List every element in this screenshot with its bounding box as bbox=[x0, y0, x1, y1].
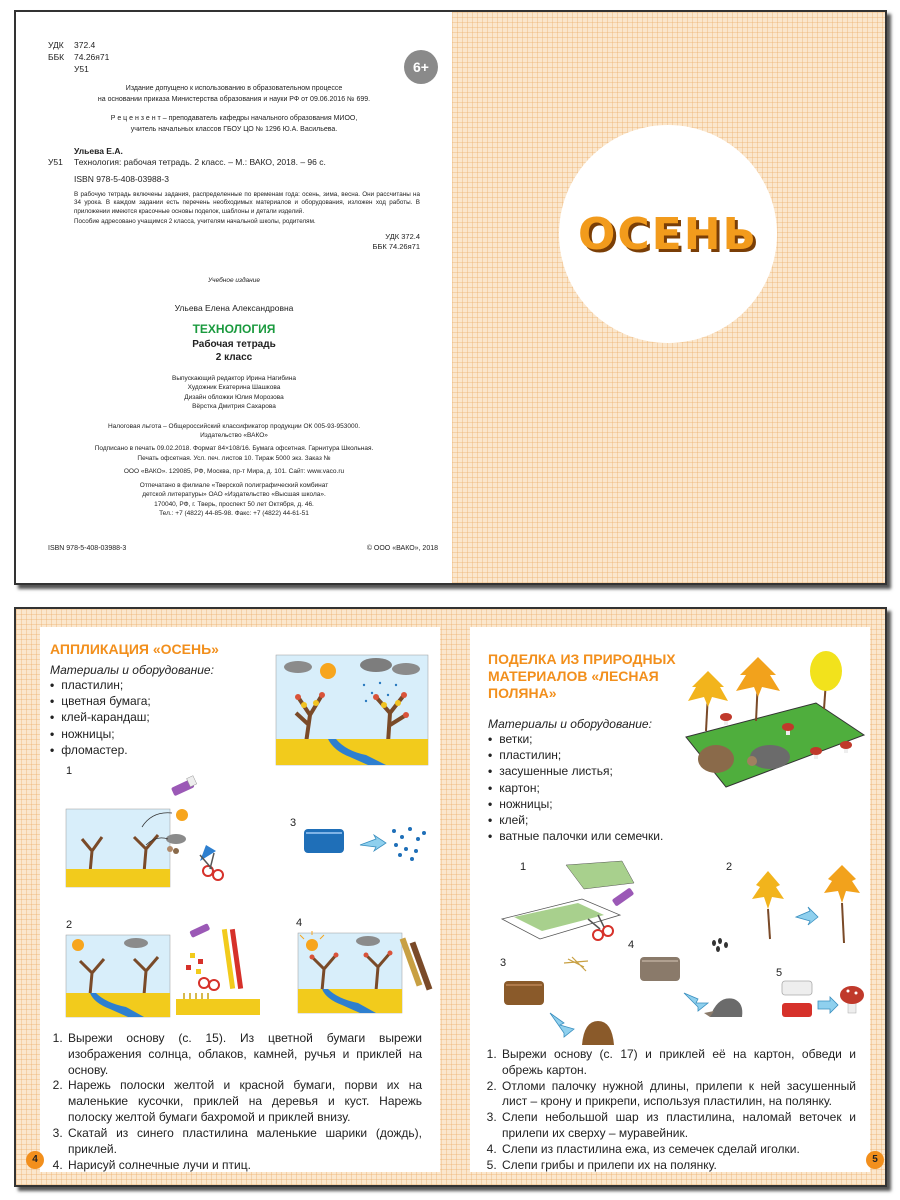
right-title-line-2: МАТЕРИАЛОВ «ЛЕСНАЯ bbox=[488, 667, 659, 684]
right-title-line-1: ПОДЕЛКА ИЗ ПРИРОДНЫХ bbox=[488, 651, 676, 667]
left-step-number-4: 4 bbox=[296, 917, 303, 929]
top-spread bbox=[14, 10, 887, 585]
right-materials-heading: Материалы и оборудование: bbox=[488, 717, 652, 731]
abstract bbox=[48, 191, 420, 226]
anthill-illustration bbox=[498, 953, 638, 1053]
approval-line-1: Издание допущено к использованию в образовательном процессе bbox=[125, 84, 343, 92]
book-line: Технология: рабочая тетрадь. 2 класс. – М.: ВАКО, 2018. – 96 с. bbox=[74, 157, 326, 168]
left-step-number-3: 3 bbox=[290, 817, 297, 829]
abstract-paragraph-1: В рабочую тетрадь включены задания, распределенные по временам года: осень, зима, весна. Они рассчитаны на 34 урока. В каждом задании есть перечень необходимых материалов и оборудования, изложен ход работы. В приложении имеются красочные основы поделок, шаблоны и детали изделий. bbox=[74, 191, 420, 215]
printer-line-2: детской литературы» ОАО «Издательство «Высшая школа». bbox=[142, 491, 326, 499]
instruction-step: 3. Слепи небольшой шар из пластилина, наломай веточек и прилепи их сверху – муравейник. bbox=[500, 1110, 856, 1142]
publisher-short: Издательство «ВАКО» bbox=[200, 432, 268, 440]
right-materials-list bbox=[488, 731, 663, 844]
edition-type: Учебное издание bbox=[208, 276, 260, 284]
material-item: • засушенные листья; bbox=[488, 763, 663, 779]
left-page-title: АППЛИКАЦИЯ «ОСЕНЬ» bbox=[50, 641, 219, 657]
udk-right: УДК 372.4 bbox=[385, 231, 420, 241]
step4-finished-illustration bbox=[298, 933, 402, 1013]
credit-editor: Выпускающий редактор Ирина Нагибина bbox=[172, 374, 296, 382]
material-item: • клей-карандаш; bbox=[50, 709, 151, 725]
forest-clearing-illustration bbox=[666, 651, 866, 791]
isbn-line: ISBN 978-5-408-03988-3 bbox=[74, 174, 169, 185]
printer-line-1: Отпечатано в филиале «Тверской полиграфический комбинат bbox=[139, 481, 329, 489]
maple-leaf-twig-illustration bbox=[740, 859, 868, 949]
credit-artist: Художник Екатерина Шашкова bbox=[187, 384, 281, 392]
right-step-number-4: 4 bbox=[628, 939, 635, 951]
page-number-right: 5 bbox=[866, 1151, 884, 1169]
cover-circle bbox=[559, 125, 777, 343]
approval-line-2: на основании приказа Министерства образования и науки РФ от 09.06.2016 № 699. bbox=[97, 95, 371, 103]
approval-note bbox=[48, 84, 420, 104]
bbk-label: ББК bbox=[48, 51, 65, 62]
page-number-left: 4 bbox=[26, 1151, 44, 1169]
imprint-footer bbox=[48, 544, 438, 553]
cutter-code-2: У51 bbox=[48, 157, 63, 168]
material-item: • картон; bbox=[488, 780, 663, 796]
printer-line-4: Тел.: +7 (4822) 44-85-98. Факс: +7 (4822) 44-61-51 bbox=[159, 510, 309, 518]
udk-code: 372.4 bbox=[74, 40, 96, 50]
cover-title: ОСЕНЬ bbox=[577, 208, 759, 260]
paper-strips-illustration bbox=[174, 923, 264, 1019]
left-materials-list bbox=[50, 677, 151, 758]
reviewer-line-1: Р е ц е н з е н т – преподаватель кафедры начального образования МИОО, bbox=[110, 114, 358, 122]
mushroom-illustration bbox=[780, 973, 868, 1033]
tax-line: Налоговая льгота – Общероссийский классификатор продукции ОК 005-93-953000. bbox=[107, 422, 361, 430]
bbk-right: ББК 74.26я71 bbox=[372, 242, 420, 252]
autumn-scene-illustration bbox=[276, 655, 428, 765]
left-materials-heading: Материалы и оборудование: bbox=[50, 663, 214, 677]
right-step-number-1: 1 bbox=[520, 861, 527, 873]
age-rating-badge: 6+ bbox=[404, 50, 438, 84]
step2-base-illustration bbox=[66, 935, 170, 1017]
reviewer-line-2: учитель начальных классов ГБОУ ЦО № 1296 Ю.А. Васильева. bbox=[130, 125, 338, 133]
glue-stick-icon bbox=[168, 775, 198, 803]
left-steps-list bbox=[50, 1031, 422, 1173]
material-item: • пластилин; bbox=[50, 677, 151, 693]
credit-layout: Вёрстка Дмитрия Сахарова bbox=[192, 403, 276, 411]
instruction-step: 4. Слепи из пластилина ежа, из семечек сделай иголки. bbox=[500, 1142, 856, 1158]
instruction-step: 5. Слепи грибы и прилепи их на полянку. bbox=[500, 1158, 856, 1174]
print-details bbox=[48, 422, 420, 519]
printer-line-3: 170040, РФ, г. Тверь, проспект 50 лет Октября, д. 46. bbox=[154, 500, 314, 508]
right-title-line-3: ПОЛЯНА» bbox=[488, 684, 557, 701]
udk-label: УДК bbox=[48, 40, 64, 50]
cover-page bbox=[452, 12, 885, 583]
print-line-1: Подписано в печать 09.02.2018. Формат 84×108/16. Бумага офсетная. Гарнитура Школьная. bbox=[94, 445, 374, 453]
cutter-code: У51 bbox=[74, 63, 89, 74]
instruction-step: 2. Нарежь полоски желтой и красной бумаги, порви их на маленькие кусочки, приклей на деревья и куст. Нарежь полоску желтой бумаги бахромой и приклей внизу. bbox=[66, 1078, 422, 1125]
right-page-title bbox=[488, 651, 676, 701]
left-page bbox=[32, 627, 440, 1172]
publisher-address: ООО «ВАКО». 129085, РФ, Москва, пр-т Мира, д. 101. Сайт: www.vaco.ru bbox=[123, 468, 345, 476]
copyright: © ООО «ВАКО», 2018 bbox=[366, 544, 438, 552]
instruction-step: 4. Нарисуй солнечные лучи и птиц. bbox=[66, 1158, 422, 1174]
material-item: • ватные палочки или семечки. bbox=[488, 828, 663, 844]
material-item: • фломастер. bbox=[50, 742, 151, 758]
right-steps-list bbox=[484, 1047, 856, 1174]
right-step-number-3: 3 bbox=[500, 957, 507, 969]
grade-label: 2 класс bbox=[215, 351, 253, 363]
step1-base-illustration bbox=[66, 809, 170, 887]
marker-pens-icon bbox=[404, 937, 434, 997]
instruction-step: 1. Вырежи основу (с. 15). Из цветной бумаги вырежи изображения солнца, облаков, камней, ручья и приклей на основу. bbox=[66, 1031, 422, 1078]
workbook-label: Рабочая тетрадь bbox=[192, 338, 276, 350]
subject-title: ТЕХНОЛОГИЯ bbox=[192, 322, 276, 337]
left-step-number-2: 2 bbox=[66, 919, 73, 931]
blue-clay-illustration bbox=[300, 817, 430, 867]
isbn-footer: ISBN 978-5-408-03988-3 bbox=[48, 544, 127, 552]
print-line-2: Печать офсетная. Усл. печ. листов 10. Тираж 5000 экз. Заказ № bbox=[137, 454, 331, 462]
cutouts-and-scissors-icon bbox=[160, 805, 230, 887]
right-step-number-2: 2 bbox=[726, 861, 733, 873]
material-item: • ножницы; bbox=[50, 726, 151, 742]
material-item: • пластилин; bbox=[488, 747, 663, 763]
instruction-step: 3. Скатай из синего пластилина маленькие шарики (дождь), приклей. bbox=[66, 1126, 422, 1158]
abstract-paragraph-2: Пособие адресовано учащимся 2 класса, учителям начальной школы, родителям. bbox=[74, 217, 316, 225]
imprint-page bbox=[16, 12, 452, 583]
hedgehog-illustration bbox=[634, 937, 744, 1027]
codes-right bbox=[48, 232, 420, 253]
classification-codes bbox=[48, 40, 420, 76]
reviewer-note bbox=[48, 114, 420, 134]
bottom-spread bbox=[14, 607, 887, 1187]
left-step-number-1: 1 bbox=[66, 765, 73, 777]
instruction-step: 2. Отломи палочку нужной длины, прилепи к ней засушенный лист – крону и прикрепи, используя пластилин, на полянку. bbox=[500, 1079, 856, 1111]
author-fullname: Ульева Елена Александровна bbox=[174, 303, 294, 314]
material-item: • клей; bbox=[488, 812, 663, 828]
credit-cover: Дизайн обложки Юлия Морозова bbox=[184, 393, 284, 401]
bbk-code: 74.26я71 bbox=[74, 51, 110, 62]
author-short: Ульева Е.А. bbox=[74, 146, 123, 157]
right-step-number-5: 5 bbox=[776, 967, 783, 979]
material-item: • цветная бумага; bbox=[50, 693, 151, 709]
bibliographic-record bbox=[48, 146, 420, 185]
credits bbox=[48, 374, 420, 412]
right-page bbox=[470, 627, 878, 1172]
cut-base-illustration bbox=[500, 859, 650, 949]
material-item: • ножницы; bbox=[488, 796, 663, 812]
instruction-step: 1. Вырежи основу (с. 17) и приклей её на картон, обведи и обрежь картон. bbox=[500, 1047, 856, 1079]
material-item: • ветки; bbox=[488, 731, 663, 747]
